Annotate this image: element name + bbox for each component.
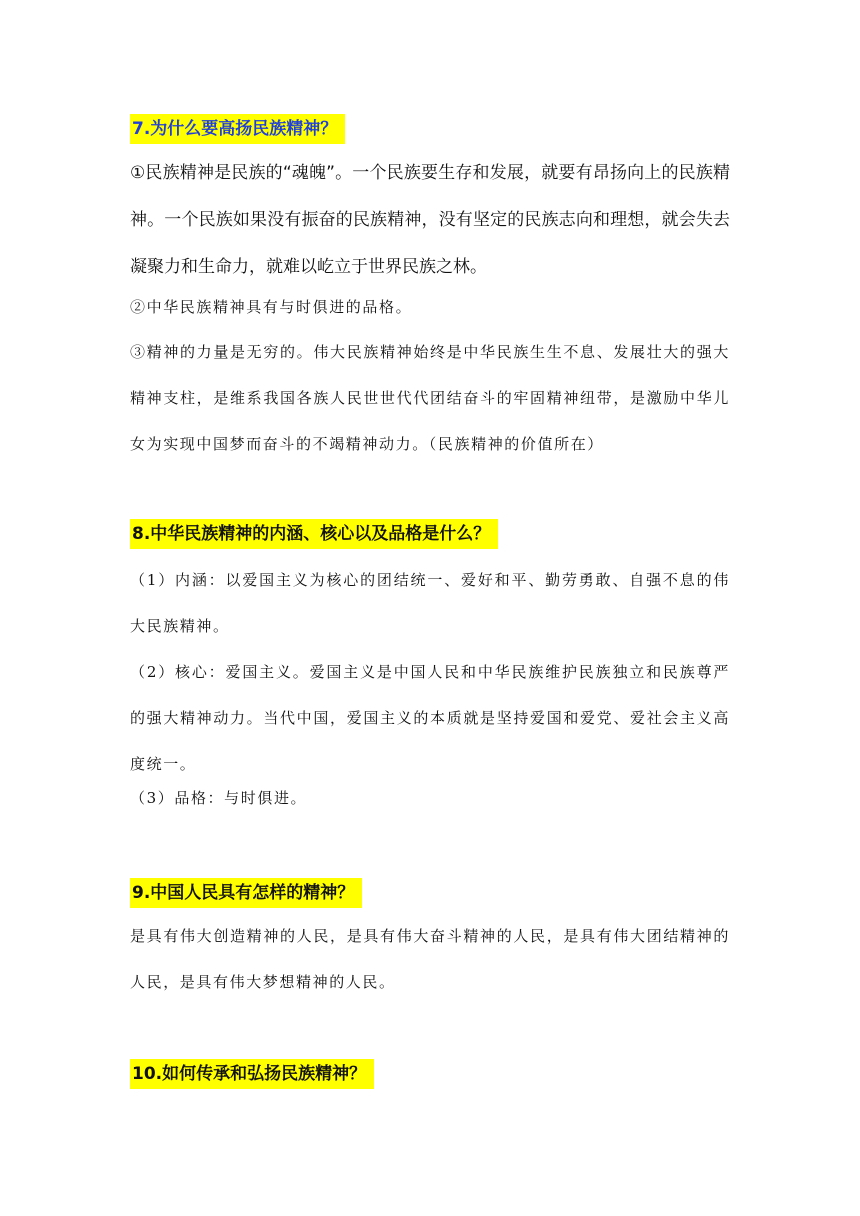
section-8-paragraph-3: （3）品格：与时俱进。: [130, 789, 308, 807]
section-8-paragraph-2: （2）核心：爱国主义。爱国主义是中国人民和中华民族维护民族独立和民族尊严的强大精神动力。当代中国，爱国主义的本质就是坚持爱国和爱党、爱社会主义高度统一。: [130, 663, 730, 773]
section-7-paragraph-1: ①民族精神是民族的“魂魄”。一个民族要生存和发展，就要有昂扬向上的民族精神。一个民族如果没有振奋的民族精神，没有坚定的民族志向和理想，就会失去凝聚力和生命力，就难以屹立于世界民族之林。: [130, 163, 730, 277]
section-9-heading: 9.中国人民具有怎样的精神？: [130, 878, 362, 908]
section-9-paragraph-1: 是具有伟大创造精神的人民，是具有伟大奋斗精神的人民，是具有伟大团结精神的人民，是具有伟大梦想精神的人民。: [130, 927, 730, 991]
section-7-heading: 7.为什么要高扬民族精神？: [130, 114, 345, 144]
section-8-paragraph-1: （1）内涵：以爱国主义为核心的团结统一、爱好和平、勤劳勇敢、自强不息的伟大民族精神。: [130, 571, 730, 635]
section-7-paragraph-2: ②中华民族精神具有与时俱进的品格。: [130, 298, 413, 316]
section-10-heading: 10.如何传承和弘扬民族精神？: [130, 1059, 374, 1089]
section-7-paragraph-3: ③精神的力量是无穷的。伟大民族精神始终是中华民族生生不息、发展壮大的强大精神支柱，是维系我国各族人民世世代代团结奋斗的牢固精神纽带，是激励中华儿女为实现中国梦而奋斗的不竭精神动力。（民族精神的价值所在）: [130, 343, 730, 453]
section-8-heading: 8.中华民族精神的内涵、核心以及品格是什么？: [130, 519, 498, 549]
